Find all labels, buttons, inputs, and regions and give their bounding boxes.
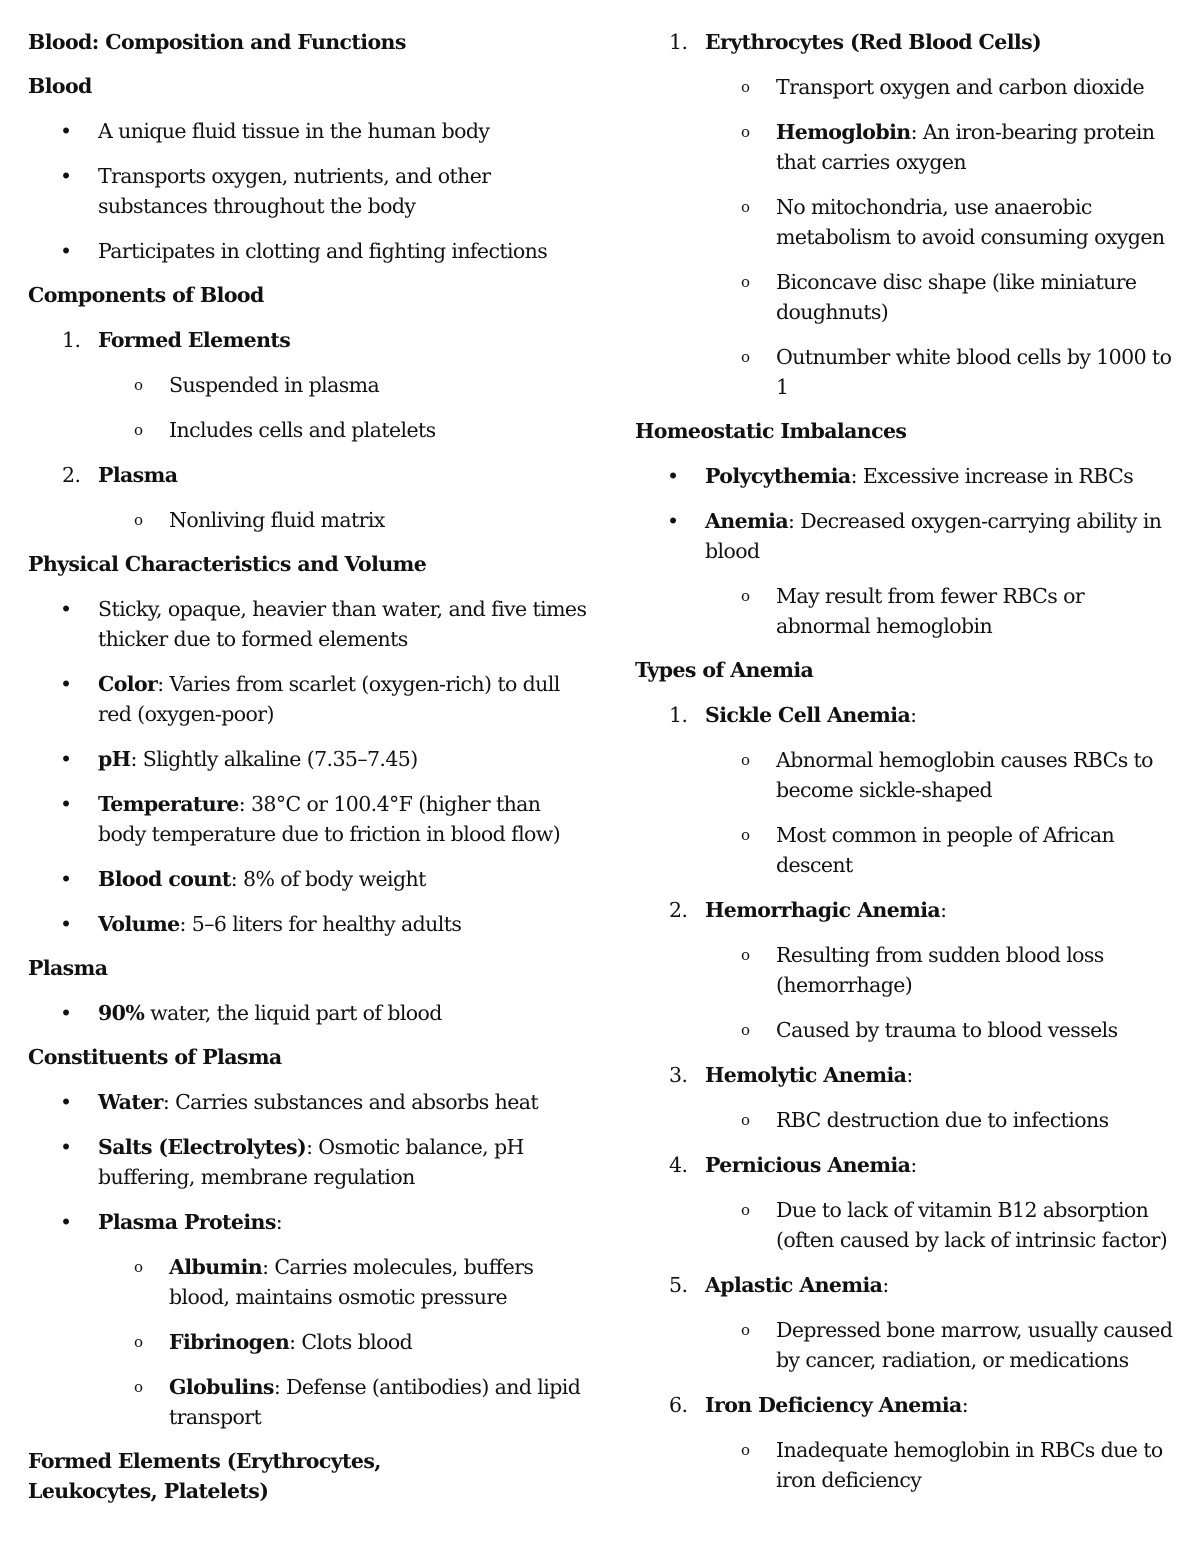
list-item: 2. Hemorrhagic Anemia: xyxy=(635,895,1180,925)
list-item: • pH: Slightly alkaline (7.35–7.45) xyxy=(28,744,588,774)
list-item: 6. Iron Deficiency Anemia: xyxy=(635,1390,1180,1420)
left-column xyxy=(28,27,588,1506)
bullet-icon: • xyxy=(667,509,679,533)
list-number: 2. xyxy=(62,463,81,487)
erythrocytes-list xyxy=(635,27,1180,402)
sub-list-item: o Most common in people of African descent xyxy=(635,820,1180,880)
list-item: • A unique fluid tissue in the human body xyxy=(28,116,588,146)
circle-bullet-icon: o xyxy=(134,1378,143,1396)
bullet-icon: • xyxy=(667,464,679,488)
list-item: • Color: Varies from scarlet (oxygen-rich) to dull red (oxygen-poor) xyxy=(28,669,588,729)
circle-bullet-icon: o xyxy=(134,511,143,529)
circle-bullet-icon: o xyxy=(741,348,750,366)
plasma-heading: Plasma xyxy=(28,956,108,980)
homeostatic-list xyxy=(635,461,1180,641)
plasma-list xyxy=(28,998,588,1028)
types-heading: Types of Anemia xyxy=(635,658,814,682)
sub-list-item: o Hemoglobin: An iron-bearing protein that carries oxygen xyxy=(635,117,1180,177)
sub-list-item: o Includes cells and platelets xyxy=(28,415,588,445)
bullet-icon: • xyxy=(60,912,72,936)
circle-bullet-icon: o xyxy=(741,946,750,964)
bullet-icon: • xyxy=(60,239,72,263)
list-item: • Anemia: Decreased oxygen-carrying ability in blood xyxy=(635,506,1180,566)
circle-bullet-icon: o xyxy=(741,273,750,291)
circle-bullet-icon: o xyxy=(741,1111,750,1129)
formed-elements-heading: Formed Elements (Erythrocytes, Leukocytes, Platelets) xyxy=(28,1449,381,1503)
components-heading: Components of Blood xyxy=(28,283,264,307)
sub-list-item: o Depressed bone marrow, usually caused by cancer, radiation, or medications xyxy=(635,1315,1180,1375)
bullet-icon: • xyxy=(60,119,72,143)
circle-bullet-icon: o xyxy=(134,421,143,439)
bullet-icon: • xyxy=(60,164,72,188)
sub-list-item: o Inadequate hemoglobin in RBCs due to iron deficiency xyxy=(635,1435,1180,1495)
circle-bullet-icon: o xyxy=(134,376,143,394)
blood-bullet-list xyxy=(28,116,588,266)
physical-list xyxy=(28,594,588,939)
list-item: • Sticky, opaque, heavier than water, and five times thicker due to formed elements xyxy=(28,594,588,654)
sub-list-item: o Albumin: Carries molecules, buffers blood, maintains osmotic pressure xyxy=(28,1252,588,1312)
list-item: • Transports oxygen, nutrients, and other substances throughout the body xyxy=(28,161,588,221)
list-item: • Temperature: 38°C or 100.4°F (higher than body temperature due to friction in blood flow) xyxy=(28,789,588,849)
sub-list-item: o RBC destruction due to infections xyxy=(635,1105,1180,1135)
list-item: • Blood count: 8% of body weight xyxy=(28,864,588,894)
circle-bullet-icon: o xyxy=(741,826,750,844)
sub-list-item: o Transport oxygen and carbon dioxide xyxy=(635,72,1180,102)
circle-bullet-icon: o xyxy=(741,1441,750,1459)
bullet-icon: • xyxy=(60,1210,72,1234)
list-number: 1. xyxy=(669,30,688,54)
constituents-list xyxy=(28,1087,588,1432)
bullet-icon: • xyxy=(60,792,72,816)
sub-list-item: o Nonliving fluid matrix xyxy=(28,505,588,535)
list-number: 5. xyxy=(669,1273,688,1297)
sub-list-item: o No mitochondria, use anaerobic metabolism to avoid consuming oxygen xyxy=(635,192,1180,252)
sub-list-item: o Suspended in plasma xyxy=(28,370,588,400)
list-item: • Participates in clotting and fighting infections xyxy=(28,236,588,266)
circle-bullet-icon: o xyxy=(134,1333,143,1351)
blood-heading: Blood xyxy=(28,74,92,98)
list-item: 2. Plasma xyxy=(28,460,588,490)
list-item: • Salts (Electrolytes): Osmotic balance, pH buffering, membrane regulation xyxy=(28,1132,588,1192)
bullet-icon: • xyxy=(60,1090,72,1114)
sub-list-item: o Globulins: Defense (antibodies) and lipid transport xyxy=(28,1372,588,1432)
homeostatic-heading: Homeostatic Imbalances xyxy=(635,419,907,443)
sub-list-item: o May result from fewer RBCs or abnormal hemoglobin xyxy=(635,581,1180,641)
list-item: • 90% water, the liquid part of blood xyxy=(28,998,588,1028)
circle-bullet-icon: o xyxy=(741,751,750,769)
bullet-icon: • xyxy=(60,672,72,696)
list-item: 1. Sickle Cell Anemia: xyxy=(635,700,1180,730)
sub-list-item: o Biconcave disc shape (like miniature doughnuts) xyxy=(635,267,1180,327)
list-item: • Water: Carries substances and absorbs heat xyxy=(28,1087,588,1117)
circle-bullet-icon: o xyxy=(741,123,750,141)
sub-list-item: o Fibrinogen: Clots blood xyxy=(28,1327,588,1357)
bullet-icon: • xyxy=(60,1135,72,1159)
list-number: 6. xyxy=(669,1393,688,1417)
list-item: • Volume: 5–6 liters for healthy adults xyxy=(28,909,588,939)
circle-bullet-icon: o xyxy=(741,587,750,605)
sub-list-item: o Abnormal hemoglobin causes RBCs to become sickle-shaped xyxy=(635,745,1180,805)
circle-bullet-icon: o xyxy=(741,198,750,216)
bullet-icon: • xyxy=(60,597,72,621)
list-item: 1. Erythrocytes (Red Blood Cells) xyxy=(635,27,1180,57)
list-item: 5. Aplastic Anemia: xyxy=(635,1270,1180,1300)
circle-bullet-icon: o xyxy=(741,1321,750,1339)
physical-heading: Physical Characteristics and Volume xyxy=(28,552,427,576)
list-item: 3. Hemolytic Anemia: xyxy=(635,1060,1180,1090)
list-item: 1. Formed Elements xyxy=(28,325,588,355)
circle-bullet-icon: o xyxy=(741,1021,750,1039)
anemia-types-list xyxy=(635,700,1180,1495)
list-number: 1. xyxy=(669,703,688,727)
circle-bullet-icon: o xyxy=(741,1201,750,1219)
components-list xyxy=(28,325,588,535)
bullet-icon: • xyxy=(60,1001,72,1025)
circle-bullet-icon: o xyxy=(134,1258,143,1276)
list-item: 4. Pernicious Anemia: xyxy=(635,1150,1180,1180)
right-column xyxy=(635,27,1180,1495)
sub-list-item: o Resulting from sudden blood loss (hemorrhage) xyxy=(635,940,1180,1000)
list-number: 4. xyxy=(669,1153,688,1177)
list-number: 3. xyxy=(669,1063,688,1087)
sub-list-item: o Due to lack of vitamin B12 absorption (often caused by lack of intrinsic factor) xyxy=(635,1195,1180,1255)
list-item: • Polycythemia: Excessive increase in RBCs xyxy=(635,461,1180,491)
circle-bullet-icon: o xyxy=(741,78,750,96)
sub-list-item: o Caused by trauma to blood vessels xyxy=(635,1015,1180,1045)
constituents-heading: Constituents of Plasma xyxy=(28,1045,282,1069)
list-item: • Plasma Proteins: xyxy=(28,1207,588,1237)
list-number: 2. xyxy=(669,898,688,922)
document-title: Blood: Composition and Functions xyxy=(28,30,406,54)
bullet-icon: • xyxy=(60,867,72,891)
sub-list-item: o Outnumber white blood cells by 1000 to 1 xyxy=(635,342,1180,402)
bullet-icon: • xyxy=(60,747,72,771)
list-number: 1. xyxy=(62,328,81,352)
